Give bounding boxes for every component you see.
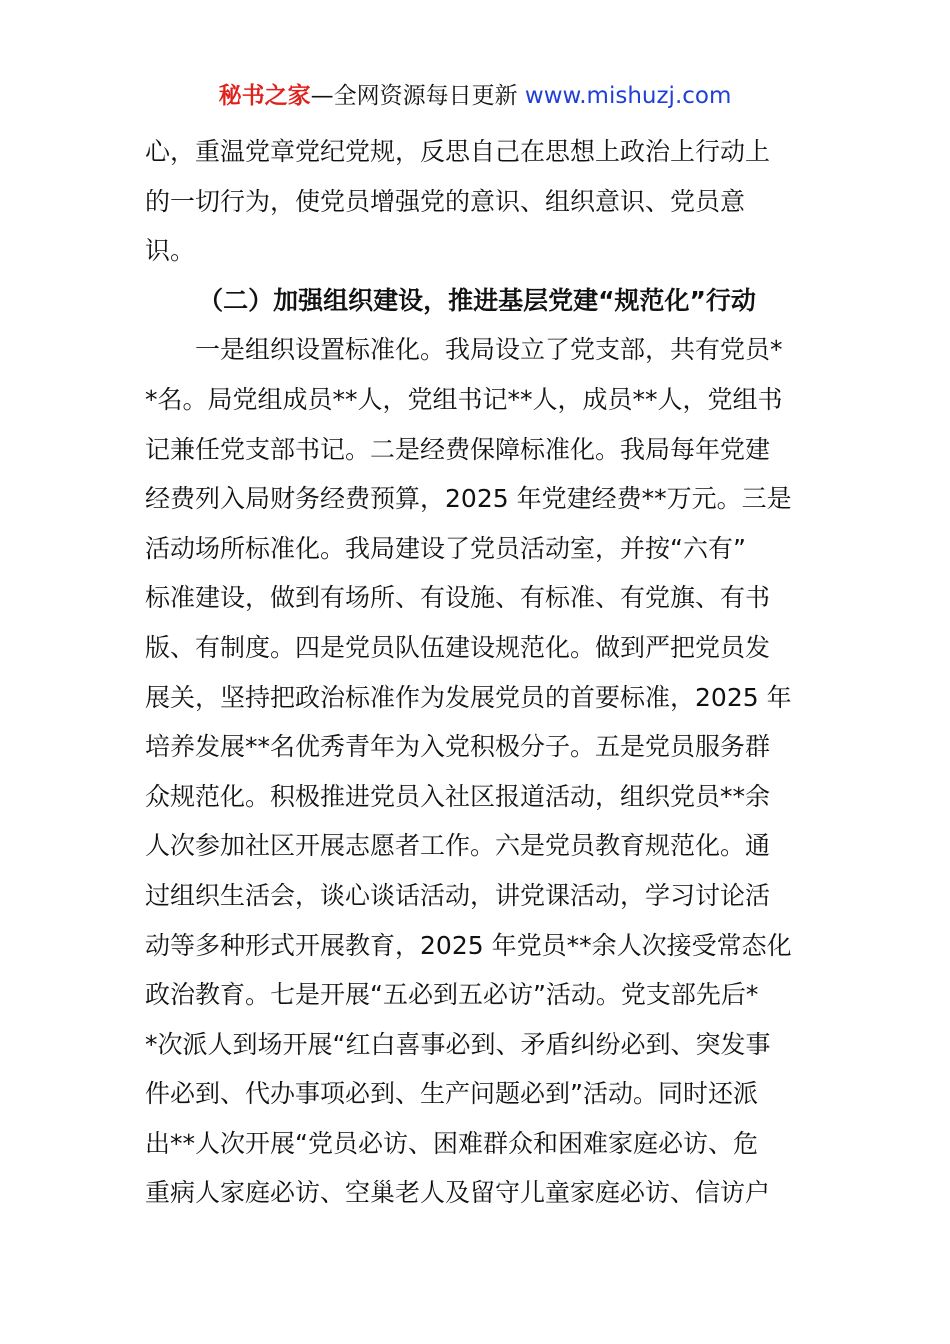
text-line: 动等多种形式开展教育，2025 年党员**余人次接受常态化 (145, 930, 792, 960)
text-line: 政治教育。七是开展“五必到五必访”活动。党支部先后* (145, 980, 759, 1010)
text-line: 出**人次开展“党员必访、困难群众和困难家庭必访、危 (145, 1128, 758, 1158)
text-line: 识。 (145, 236, 196, 266)
section-heading: （二）加强组织建设，推进基层党建“规范化”行动 (198, 285, 756, 315)
text-line: *名。局党组成员**人，党组书记**人，成员**人，党组书 (145, 384, 783, 414)
text-line: 记兼任党支部书记。二是经费保障标准化。我局每年党建 (145, 434, 771, 464)
text-line: 标准建设，做到有场所、有设施、有标准、有党旗、有书 (145, 583, 771, 613)
text-line: 众规范化。积极推进党员入社区报道活动，组织党员**余 (145, 781, 771, 811)
text-line: 展关，坚持把政治标准作为发展党员的首要标准，2025 年 (145, 682, 792, 712)
text-line: 人次参加社区开展志愿者工作。六是党员教育规范化。通 (145, 831, 771, 861)
document-body (145, 127, 809, 1218)
text-line: 过组织生活会，谈心谈话活动，讲党课活动，学习讨论活 (145, 880, 771, 910)
text-line: 件必到、代办事项必到、生产问题必到”活动。同时还派 (145, 1079, 758, 1109)
text-line: *次派人到场开展“红白喜事必到、矛盾纠纷必到、突发事 (145, 1029, 771, 1059)
site-url: www.mishuzj.com (524, 83, 732, 109)
text-line: 一是组织设置标准化。我局设立了党支部，共有党员* (145, 335, 783, 365)
text-line: 心，重温党章党纪党规，反思自己在思想上政治上行动上 (145, 137, 771, 166)
text-line: 培养发展**名优秀青年为入党积极分子。五是党员服务群 (145, 732, 771, 762)
text-line: 版、有制度。四是党员队伍建设规范化。做到严把党员发 (145, 632, 771, 662)
text-line: 的一切行为，使党员增强党的意识、组织意识、党员意 (145, 186, 746, 216)
text-line: 活动场所标准化。我局建设了党员活动室，并按“六有” (145, 533, 746, 563)
banner-tagline: —全网资源每日更新 (310, 83, 525, 109)
text-line: 经费列入局财务经费预算，2025 年党建经费**万元。三是 (145, 484, 792, 514)
brand-name: 秘书之家 (218, 83, 311, 109)
site-banner (0, 80, 950, 112)
text-line: 重病人家庭必访、空巢老人及留守儿童家庭必访、信访户 (145, 1178, 771, 1208)
